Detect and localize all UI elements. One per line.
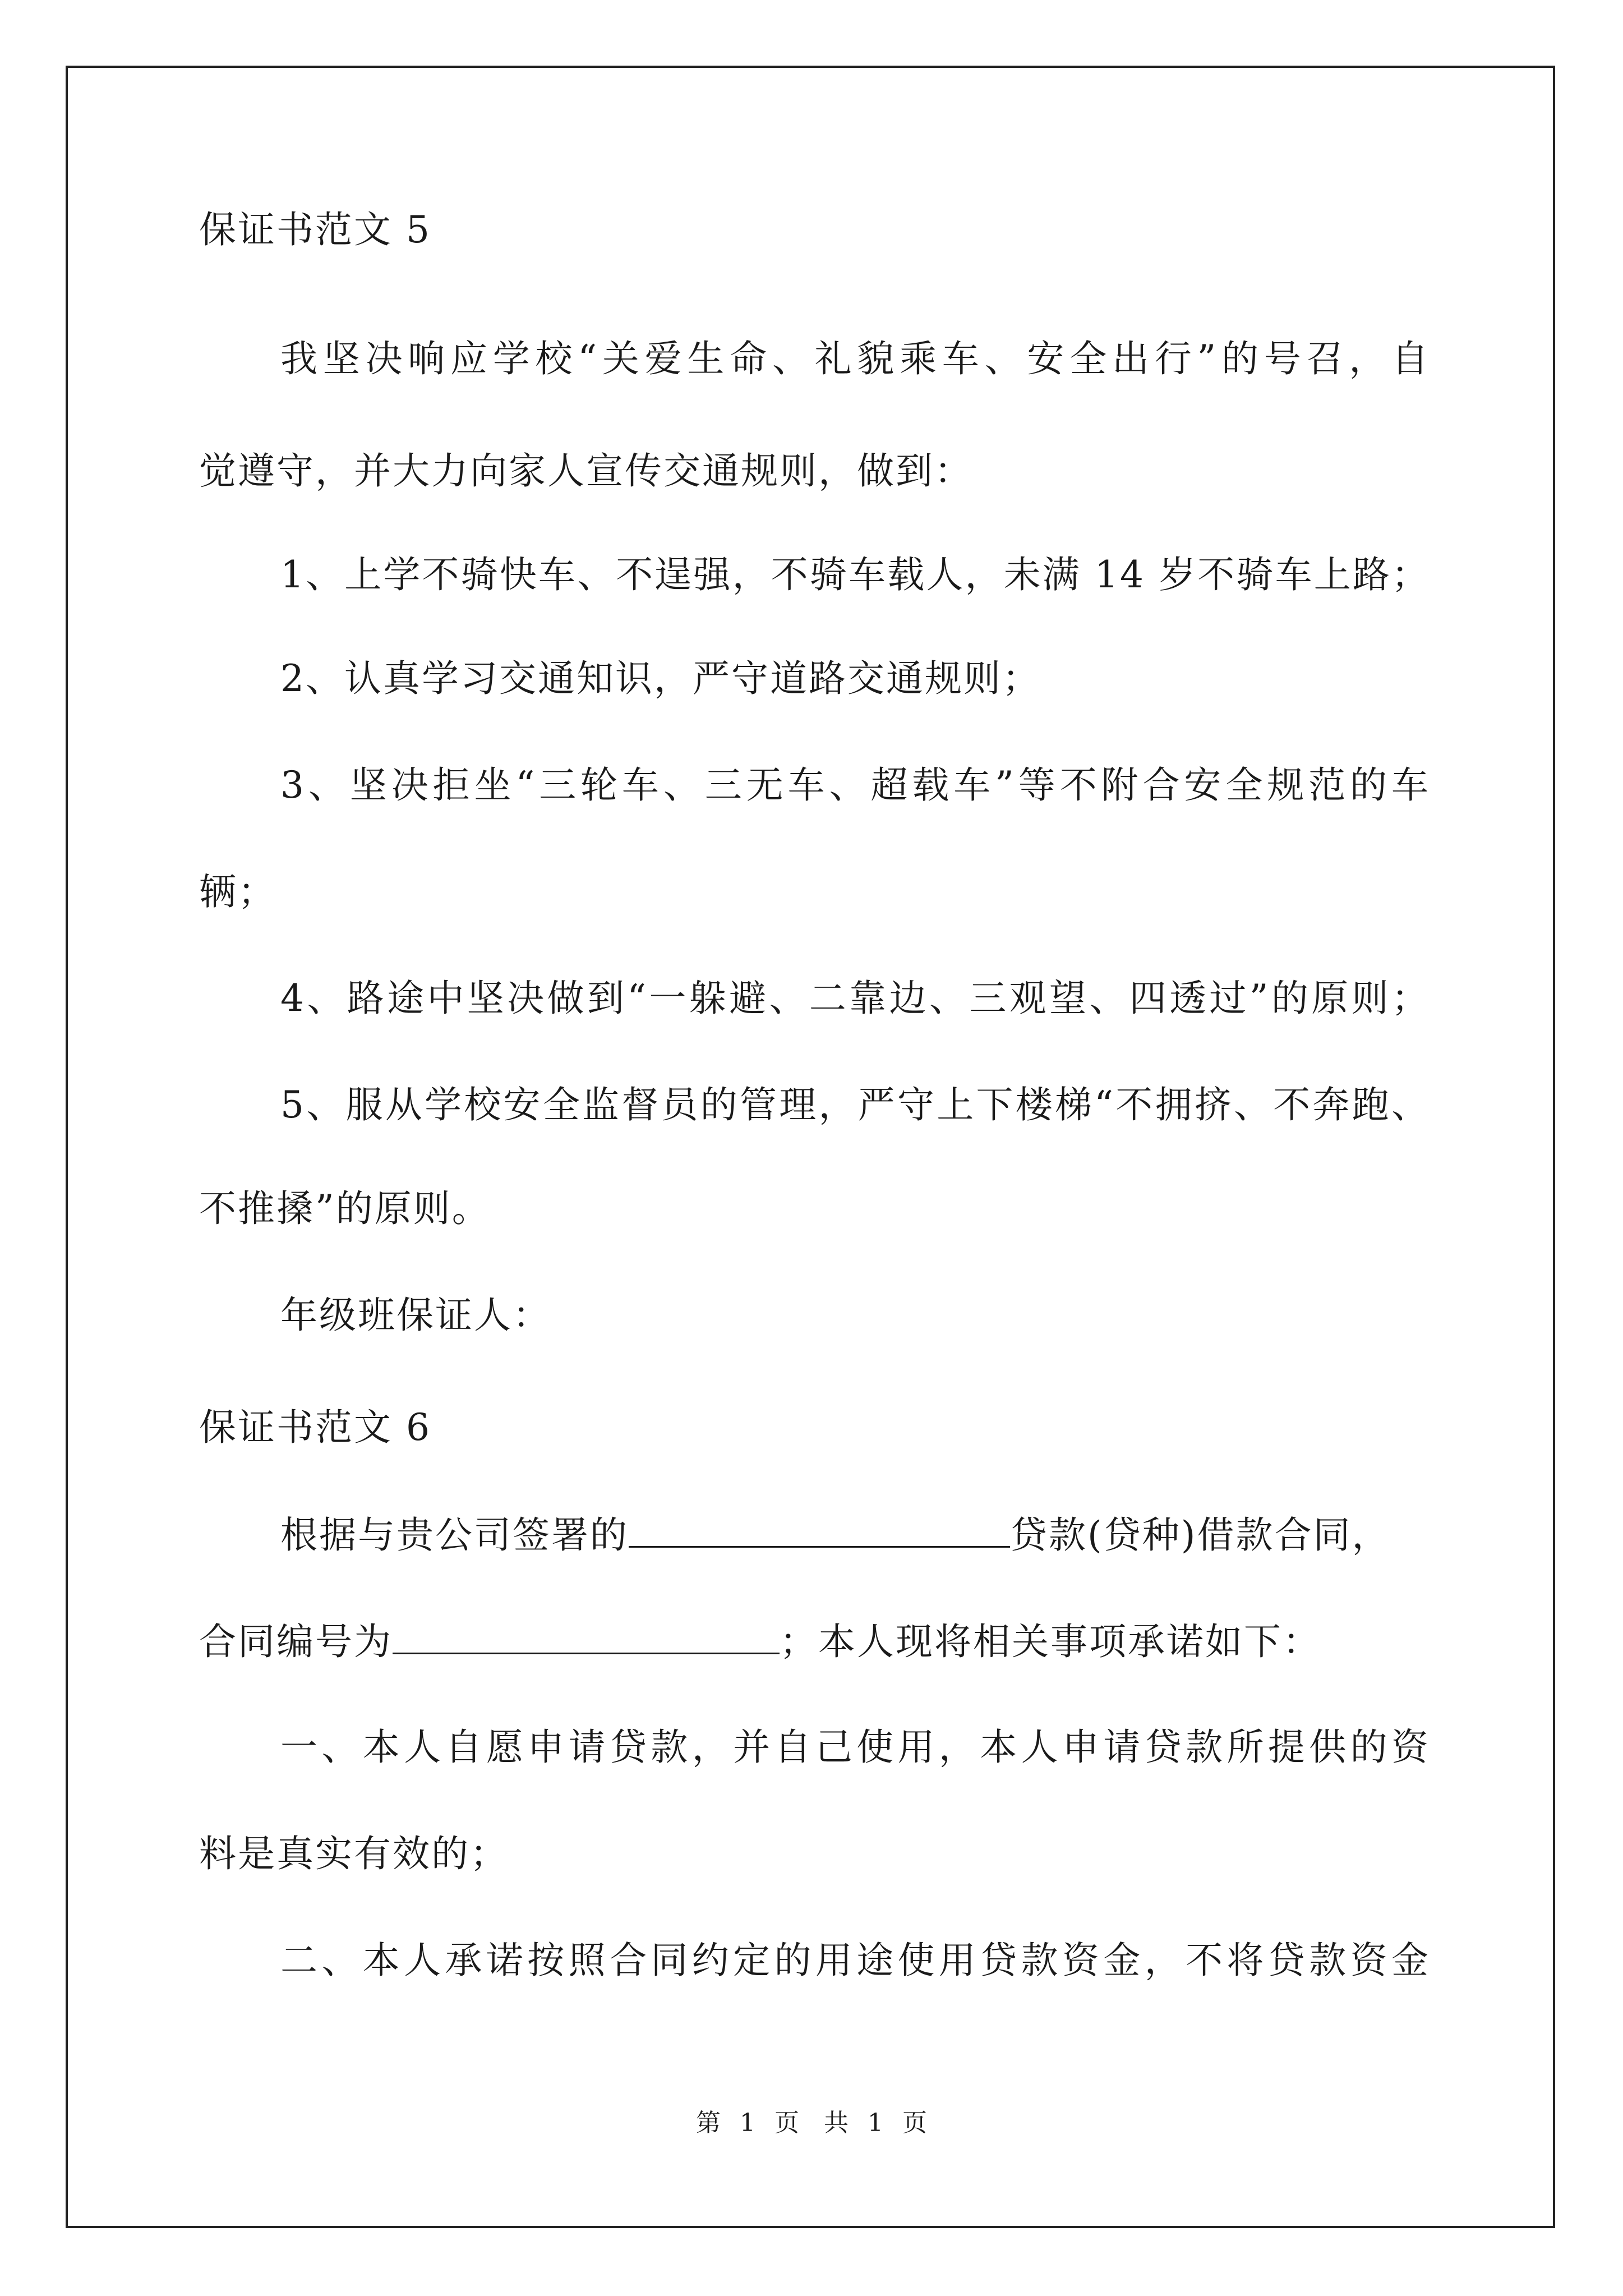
section6-paragraph1 — [280, 1509, 1391, 1561]
section6-item1-line2: 料是真实有效的； — [199, 1832, 509, 1875]
section5-item3-line2: 辆； — [199, 870, 276, 913]
section5-title: 保证书范文 5 — [199, 208, 431, 251]
section6-paragraph2 — [199, 1616, 1321, 1667]
loan-type-blank[interactable] — [629, 1509, 1010, 1548]
section6-item1-line1: 一、本人自愿申请贷款，并自己使用，本人申请贷款所提供的资 — [280, 1726, 1430, 1769]
section5-item5-line2: 不推搡”的原则。 — [199, 1187, 491, 1230]
section6-p2-suffix: ；本人现将相关事项承诺如下： — [780, 1620, 1321, 1663]
section5-item2: 2、认真学习交通知识，严守道路交通规则； — [280, 657, 1041, 700]
page-border — [66, 66, 1555, 2228]
page-footer: 第 1 页 共 1 页 — [696, 2109, 927, 2137]
section5-item3-line1: 3、坚决拒坐“三轮车、三无车、超载车”等不附合安全规范的车 — [280, 763, 1430, 807]
section6-p1-suffix: 贷款(贷种)借款合同， — [1010, 1513, 1391, 1557]
section5-signature: 年级班保证人： — [280, 1294, 551, 1337]
section6-item2-line1: 二、本人承诺按照合同约定的用途使用贷款资金，不将贷款资金 — [280, 1939, 1430, 1982]
section6-title: 保证书范文 6 — [199, 1406, 431, 1449]
section6-p1-prefix: 根据与贵公司签署的 — [280, 1513, 629, 1557]
contract-number-blank[interactable] — [393, 1616, 780, 1654]
section5-item1: 1、上学不骑快车、不逞强，不骑车载人，未满 14 岁不骑车上路； — [280, 553, 1430, 596]
section6-p2-prefix: 合同编号为 — [199, 1620, 393, 1663]
section5-intro-line2: 觉遵守，并大力向家人宣传交通规则，做到： — [199, 449, 973, 493]
section5-item5-line1: 5、服从学校安全监督员的管理，严守上下楼梯“不拥挤、不奔跑、 — [280, 1083, 1430, 1126]
section5-intro-line1: 我坚决响应学校“关爱生命、礼貌乘车、安全出行”的号召，自 — [280, 337, 1430, 380]
section5-item4: 4、路途中坚决做到“一躲避、二靠边、三观望、四透过”的原则； — [280, 977, 1430, 1020]
